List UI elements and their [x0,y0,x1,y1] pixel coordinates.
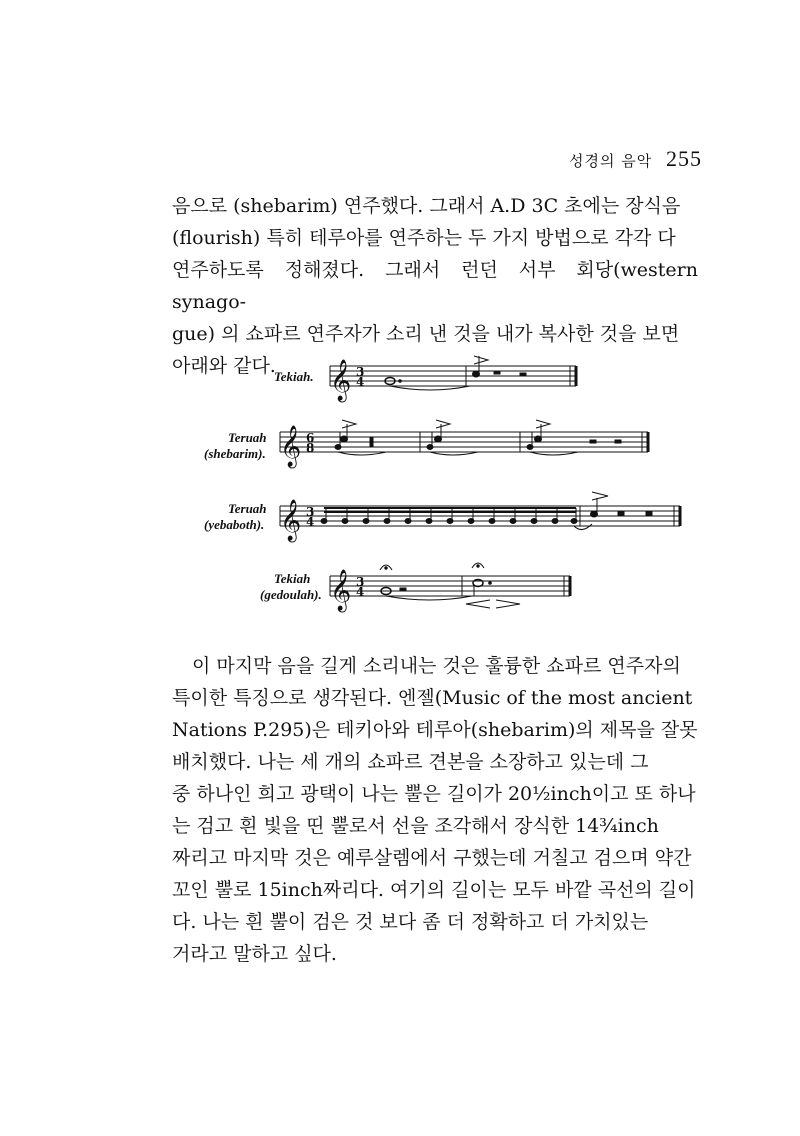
music-label: (gedoulah). [260,587,322,602]
text-line: 짜리고 마지막 것은 예루살렘에서 구했는데 거칠고 검으며 약간 [172,847,692,869]
music-label: Tekiah. [274,369,314,384]
text-line: 다. 나는 흰 뿔이 검은 것 보다 좀 더 정확하고 더 가치있는 [172,911,649,933]
music-notation-figure [190,348,710,628]
treble-clef-icon: 𝄞 [280,500,302,541]
staff-row-1 [330,366,576,386]
text-line: 이 마지막 음을 길게 소리내는 것은 훌륭한 쇼파르 연주자의 [192,655,681,677]
text-line: gue) 의 쇼파르 연주자가 소리 낸 것을 내가 복사한 것을 보면 [172,323,680,345]
text-line: Nations P.295)은 테키아와 테루아(shebarim)의 제목을 잘못 [172,719,698,741]
notes-row-1 [385,356,526,390]
text-line: 배치했다. 나는 세 개의 쇼파르 견본을 소장하고 있는데 그 [172,751,649,773]
music-label: Teruah [228,430,267,445]
time-signature-top: 3 [306,505,315,519]
music-label: (yebaboth). [204,517,265,532]
treble-clef-icon: 𝄞 [330,570,352,611]
text-line: 꼬인 뿔로 15inch짜리다. 여기의 길이는 모두 바깥 곡선의 길이 [172,879,696,901]
text-line: 음으로 (shebarim) 연주했다. 그래서 A.D 3C 초에는 장식음 [172,195,681,217]
staff-row-4 [330,576,570,596]
running-title: 성경의 음악 [569,152,653,170]
time-signature-top: 3 [356,575,365,589]
music-label: Teruah [228,501,267,516]
page-number: 255 [666,146,702,171]
text-line: 연주하도록 정해졌다. 그래서 런던 서부 회당(western synago- [172,259,698,313]
time-signature-top: 6 [306,431,315,445]
time-signature-bottom: 4 [356,375,365,389]
treble-clef-icon: 𝄞 [280,426,302,467]
music-label: Tekiah [274,571,311,586]
text-line: 중 하나인 희고 광택이 나는 뿔은 길이가 20½inch이고 또 하나 [172,783,696,805]
running-header [569,146,702,172]
text-line: 특이한 특징으로 생각된다. 엔젤(Music of the most ancient [172,687,693,709]
time-signature-bottom: 4 [356,585,365,599]
text-line: 거라고 말하고 싶다. [172,943,337,965]
text-line: 는 검고 흰 빛을 띤 뿔로서 선을 조각해서 장식한 14¾inch [172,815,659,837]
music-label: (shebarim). [204,446,266,461]
time-signature-bottom: 4 [306,515,315,529]
paragraph-body [172,650,698,970]
text-line: (flourish) 특히 테루아를 연주하는 두 가지 방법으로 각각 다 [172,227,676,249]
text-line: 아래와 같다. [172,355,276,377]
time-signature-top: 3 [356,365,365,379]
time-signature-bottom: 8 [306,441,315,455]
treble-clef-icon: 𝄞 [330,360,352,401]
